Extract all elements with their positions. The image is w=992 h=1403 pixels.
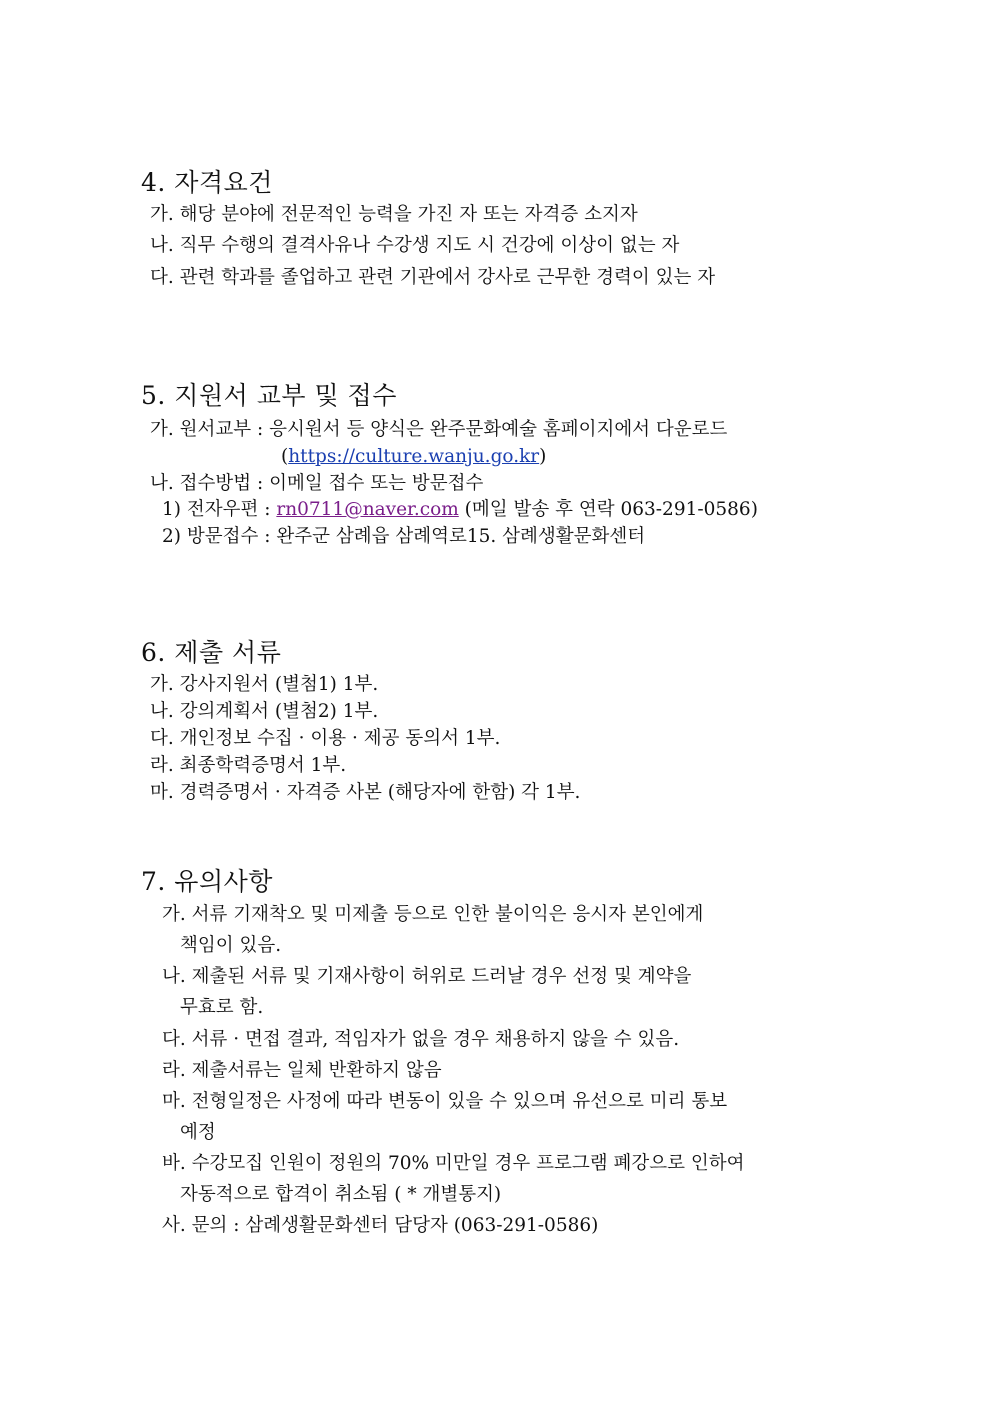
s7-line-11: 사. 문의 : 삼례생활문화센터 담당자 (063-291-0586)	[162, 1215, 599, 1236]
section-4-heading: 4. 자격요건	[141, 168, 273, 197]
s7-line-2: 책임이 있음.	[180, 935, 282, 956]
s7-line-3: 나. 제출된 서류 및 기재사항이 허위로 드러날 경우 선정 및 계약을	[162, 966, 692, 987]
s7-line-6: 라. 제출서류는 일체 반환하지 않음	[162, 1060, 442, 1081]
s4-item-2: 나. 직무 수행의 결격사유나 수강생 지도 시 건강에 이상이 없는 자	[150, 235, 680, 256]
b1-prefix: 1) 전자우편 :	[162, 499, 277, 520]
section-6-heading: 6. 제출 서류	[141, 638, 282, 667]
s7-line-7: 마. 전형일정은 사정에 따라 변동이 있을 수 있으며 유선으로 미리 통보	[162, 1091, 728, 1112]
s5-item-a: 가. 원서교부 : 응시원서 등 양식은 완주문화예술 홈페이지에서 다운로드	[150, 419, 728, 440]
section-5-heading: 5. 지원서 교부 및 접수	[141, 381, 397, 410]
s5-item-b1	[162, 498, 758, 522]
s6-item-2: 나. 강의계획서 (별첨2) 1부.	[150, 701, 379, 722]
s6-item-5: 마. 경력증명서 · 자격증 사본 (해당자에 한함) 각 1부.	[150, 782, 581, 803]
b1-suffix: (메일 발송 후 연락 063-291-0586)	[458, 499, 758, 520]
paren-open: (	[281, 446, 289, 467]
s7-line-1: 가. 서류 기재착오 및 미제출 등으로 인한 불이익은 응시자 본인에게	[162, 904, 704, 925]
s5-item-b: 나. 접수방법 : 이메일 접수 또는 방문접수	[150, 473, 484, 494]
section-7-heading: 7. 유의사항	[141, 867, 273, 896]
s6-item-1: 가. 강사지원서 (별첨1) 1부.	[150, 674, 379, 695]
s6-item-4: 라. 최종학력증명서 1부.	[150, 755, 347, 776]
paren-close: )	[539, 446, 547, 467]
s7-line-8: 예정	[180, 1122, 216, 1143]
s4-item-1: 가. 해당 분야에 전문적인 능력을 가진 자 또는 자격증 소지자	[150, 204, 638, 225]
s5-item-b2: 2) 방문접수 : 완주군 삼례읍 삼례역로15. 삼례생활문화센터	[162, 526, 646, 547]
s4-item-3: 다. 관련 학과를 졸업하고 관련 기관에서 강사로 근무한 경력이 있는 자	[150, 267, 716, 288]
s7-line-4: 무효로 함.	[180, 997, 264, 1018]
s6-item-3: 다. 개인정보 수집 · 이용 · 제공 동의서 1부.	[150, 728, 501, 749]
s7-line-5: 다. 서류 · 면접 결과, 적임자가 없을 경우 채용하지 않을 수 있음.	[162, 1029, 680, 1050]
s7-line-9: 바. 수강모집 인원이 정원의 70% 미만일 경우 프로그램 폐강으로 인하여	[162, 1153, 745, 1174]
s5-url-line	[281, 445, 546, 469]
s7-line-10: 자동적으로 합격이 취소됨 ( * 개별통지)	[180, 1184, 502, 1205]
email-link[interactable]: rn0711@naver.com	[276, 499, 459, 520]
homepage-link[interactable]: https://culture.wanju.go.kr	[288, 446, 540, 467]
